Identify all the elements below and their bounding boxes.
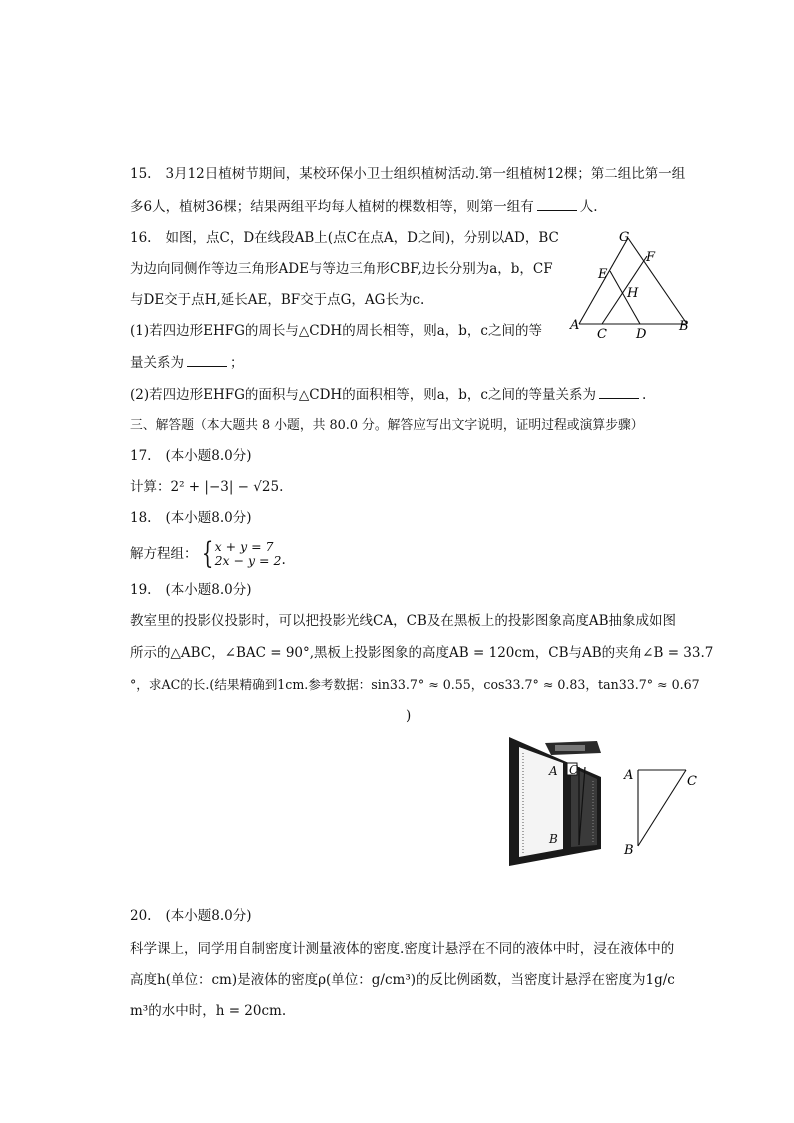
q18-number: 18.	[130, 510, 152, 526]
label-C: C	[597, 327, 607, 342]
q20-header	[130, 906, 252, 926]
q19-line2	[130, 643, 713, 663]
q16-triangle-figure	[565, 226, 700, 344]
section-3-text: 三、解答题（本大题共 8 小题，共 80.0 分。解答应写出文字说明，证明过程或演算步骤）	[130, 418, 644, 433]
q16-part1-line2	[130, 352, 244, 373]
q20-score: (本小题8.0分)	[165, 908, 252, 924]
q15-text-2a: 多6人，植树36棵；结果两组平均每人植树的棵数相等，则第一组有	[130, 199, 534, 215]
triangle-label-B: B	[624, 843, 634, 858]
q16-text-1: 如图，点C，D在线段AB上(点C在点A，D之间)，分别以AD，BC	[165, 230, 559, 246]
label-H: H	[627, 286, 639, 301]
segment-BC	[638, 770, 686, 846]
q16-part1-text-a: (1)若四边形EHFG的周长与△CDH的周长相等，则a，b，c之间的等	[130, 323, 542, 339]
segment-GB	[628, 238, 687, 324]
q15-line1	[130, 164, 685, 184]
q16-number: 16.	[130, 230, 152, 246]
q16-text-2: 为边向同侧作等边三角形ADE与等边三角形CBF,边长分别为a，b，CF	[130, 261, 553, 277]
q16-part2-answer-blank	[599, 384, 639, 399]
q18-header	[130, 508, 252, 528]
photo-label-B: B	[549, 832, 558, 846]
q18-suffix: .	[281, 552, 286, 568]
photo-label-A: A	[549, 764, 558, 778]
label-F: F	[646, 250, 656, 265]
q19-header	[130, 580, 252, 600]
q19-text-2: 所示的△ABC，∠BAC = 90°,黑板上投影图象的高度AB = 120cm，CB与AB的夹角∠B = 33.7	[130, 645, 714, 661]
q19-line4	[406, 706, 411, 726]
q16-line3	[130, 290, 424, 310]
q17-header	[130, 446, 252, 466]
photo-label-C: C	[569, 763, 579, 777]
q20-text-1: 科学课上，同学用自制密度计测量液体的密度.密度计悬浮在不同的液体中时，浸在液体中的	[130, 941, 675, 957]
q19-classroom-photo	[505, 733, 610, 868]
q18-score: (本小题8.0分)	[165, 510, 252, 526]
q17-number: 17.	[130, 448, 152, 464]
triangle-label-C: C	[687, 774, 697, 789]
q15-text-2b: 人.	[579, 199, 598, 215]
q20-text-2: 高度h(单位：cm)是液体的密度ρ(单位：g/cm³)的反比例函数，当密度计悬浮在密度为1g/c	[130, 972, 675, 988]
label-D: D	[636, 327, 647, 342]
q15-answer-blank	[537, 196, 577, 211]
q16-part1-text-c: ；	[230, 355, 244, 371]
q17-expression: 计算：2² + |−3| − √25.	[130, 479, 284, 495]
q18-equation-2: 2x − y = 2	[214, 553, 282, 568]
triangle-label-A: A	[624, 768, 634, 783]
q16-part1-line1	[130, 321, 542, 341]
q18-prefix: 解方程组：	[130, 546, 198, 562]
segment-CF	[602, 256, 647, 324]
q19-line3	[130, 675, 700, 695]
q20-line3	[130, 1001, 286, 1021]
q17-body	[130, 477, 283, 497]
q19-text-4: )	[406, 708, 412, 724]
q20-number: 20.	[130, 908, 152, 924]
q19-line1	[130, 611, 676, 631]
q18-brace: {	[201, 536, 213, 571]
q16-part2-text-b: .	[641, 387, 647, 403]
q16-part1-answer-blank	[187, 352, 227, 367]
q20-text-3: m³的水中时，h = 20cm.	[130, 1003, 287, 1019]
q15-text-1: 3月12日植树节期间，某校环保小卫士组织植树活动.第一组植树12棵；第二组比第一组	[165, 166, 686, 182]
q18-equation-1: x + y = 7	[214, 539, 274, 554]
q20-line1	[130, 939, 674, 959]
label-A: A	[570, 318, 580, 333]
q19-text-3: °，求AC的长.(结果精确到1cm.参考数据：sin33.7° ≈ 0.55，cos33.7° ≈ 0.83，tan33.7° ≈ 0.67	[130, 677, 700, 692]
label-B: B	[679, 319, 689, 334]
q18-equation-system	[198, 536, 282, 571]
q19-text-1: 教室里的投影仪投影时，可以把投影光线CA，CB及在黑板上的投影图象高度AB抽象成如图	[130, 613, 676, 629]
section-3-heading	[130, 416, 644, 436]
q19-number: 19.	[130, 582, 152, 598]
q16-line2	[130, 259, 553, 279]
label-G: G	[619, 230, 630, 245]
q16-part2-text-a: (2)若四边形EHFG的面积与△CDH的面积相等，则a，b，c之间的等量关系为	[130, 387, 596, 403]
q16-part1-text-b: 量关系为	[130, 355, 184, 371]
q17-score: (本小题8.0分)	[165, 448, 252, 464]
q15-line2	[130, 196, 598, 217]
q16-line1	[130, 228, 559, 248]
q19-right-triangle-figure	[620, 762, 710, 858]
label-E: E	[598, 267, 608, 282]
q16-part2-line	[130, 384, 646, 405]
q19-score: (本小题8.0分)	[165, 582, 252, 598]
q18-body	[130, 538, 286, 570]
q16-text-3: 与DE交于点H,延长AE，BF交于点G，AG长为c.	[130, 292, 425, 308]
q15-number: 15.	[130, 166, 152, 182]
q20-line2	[130, 970, 675, 990]
